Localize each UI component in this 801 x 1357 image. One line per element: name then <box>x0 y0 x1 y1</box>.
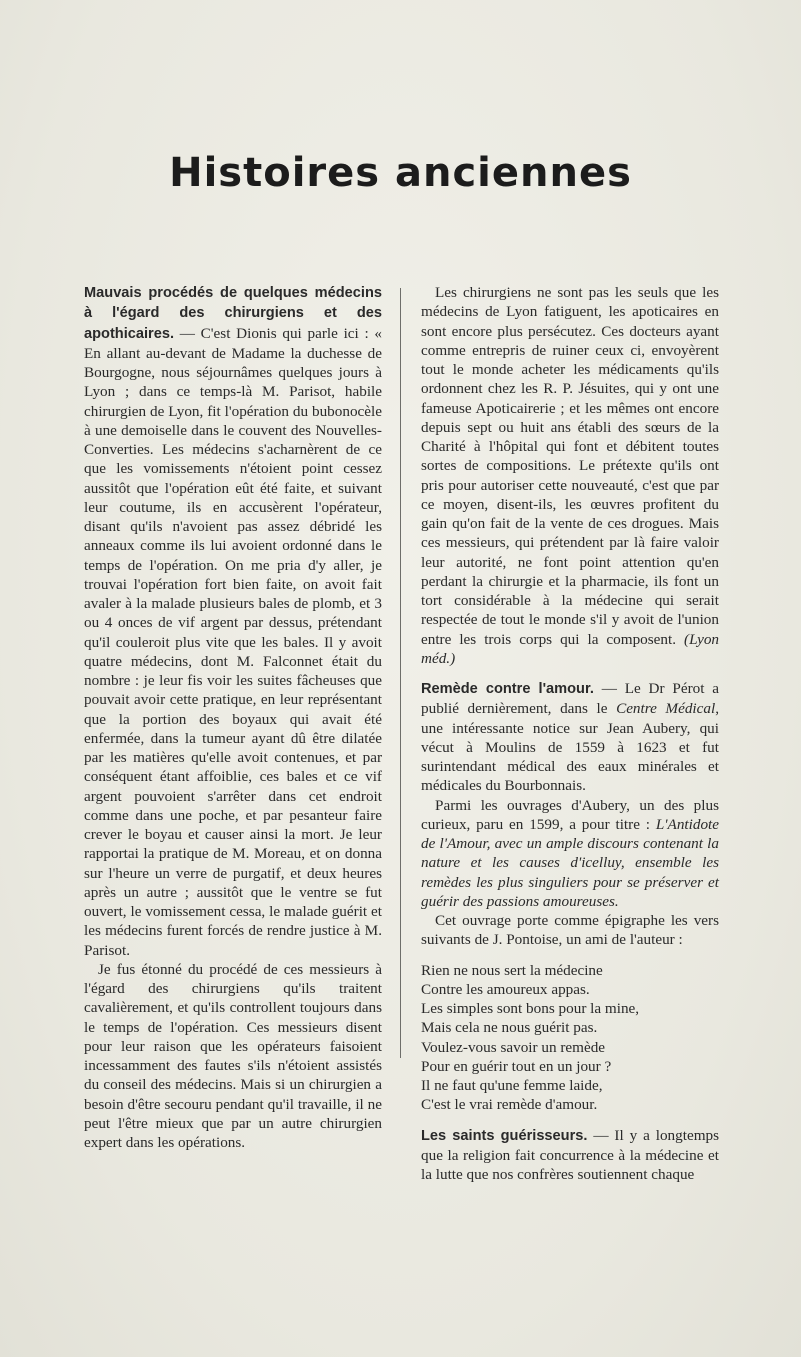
article-text: , une intéressante notice sur Jean Aubery, qui vécut à Moulins de 1559 à 1623 et fut surintendant médical des eaux minérales et médicales du Bourbonnais. <box>421 700 719 795</box>
article-text: — Le Dr Pérot a publié dernièrement, dans le <box>421 680 719 718</box>
article-saints-guerisseurs <box>421 1126 719 1185</box>
left-column <box>84 283 382 1152</box>
poem-line: C'est le vrai remède d'amour. <box>421 1096 598 1114</box>
article-paragraph: Cet ouvrage porte comme épigraphe les vers suivants de J. Pontoise, un ami de l'auteur : <box>421 912 719 949</box>
article-continuation <box>421 283 719 668</box>
article-mauvais-procedes <box>84 283 382 960</box>
poem-line: Rien ne nous sert la médecine <box>421 961 603 979</box>
page-title: Histoires anciennes <box>169 150 632 196</box>
article-source: (Lyon méd.) <box>421 630 720 667</box>
article-remede-amour <box>421 679 719 796</box>
book-title: L'Antidote de l'Amour, avec un ample discours contenant la nature et les causes d'icelluy, ensemble les remèdes les plus singuliers pour se préserver et guérir des passions amoureuses. <box>421 815 719 910</box>
article-heading-remede-amour: Remède contre l'amour. <box>421 681 594 697</box>
epigraph-poem <box>421 961 719 1115</box>
article-paragraph: Je fus étonné du procédé de ces messieurs à l'égard des chirurgiens qu'ils traitent cavalièrement, et qu'ils controllent toujours dans le temps de l'opération. Ces messieurs disent pour leur raison que les opérateurs faisoient incessamment des fautes s'ils n'étoient assistés du conseil des médecins. Mais si un chirurgien a besoin d'être secouru pendant qu'il travaille, il ne peut l'être mieux que par un autre chirurgien expert dans les opérations. <box>84 960 382 1151</box>
article-heading-saints-guerisseurs: Les saints guérisseurs. <box>421 1127 588 1144</box>
journal-title: Centre Médical <box>616 700 716 718</box>
poem-line: Mais cela ne nous guérit pas. <box>421 1019 598 1037</box>
poem-line: Pour en guérir tout en un jour ? <box>421 1057 612 1075</box>
right-column <box>421 283 719 1184</box>
poem-line: Les simples sont bons pour la mine, <box>421 1000 640 1017</box>
article-text: Les chirurgiens ne sont pas les seuls que les médecins de Lyon fatiguent, les apoticaires en sont encore plus persécutez. Ces docteurs ayant comme entrepris de ruiner ceux ci, envoyèrent tout le monde acheter les médicaments qu'ils ordonnent chez les R. P. Jésuites, qui y ont une fameuse Apoticairerie ; et les mêmes ont encore depuis sept ou huit ans établi des sœurs de la Charité à l'hôpital qui font et débitent toutes sortes de compositions. Le prétexte qu'ils ont pris pour autoriser cette nouveauté, c'est que par ce moyen, disent-ils, les œuvres profitent du gain qu'on fait de la vente de ces drogues. Mais ces messieurs, qui prétendent par là faire valoir leur autorité, ne font point attention qu'en perdant la chirurgie et la pharmacie, ils font un tort considérable à la médecine qui serait respectée de tout le monde s'il y avoit de l'union entre les trois corps qui la composent. <box>421 284 719 648</box>
poem-line: Contre les amoureux appas. <box>421 980 590 998</box>
article-paragraph <box>421 796 719 912</box>
article-text: — Il y a longtemps que la religion fait concurrence à la médecine et la lutte que nos confrères soutiennent chaque <box>421 1126 720 1183</box>
column-divider <box>400 288 401 1058</box>
article-text: — C'est Dionis qui parle ici : « En allant au-devant de Madame la duchesse de Bourgogne, nous séjournâmes quelques jours à Lyon ; dans ce temps-là M. Parisot, habile chirurgien de Lyon, fit l'opération du bubonocèle à une demoiselle dans le couvent des Nouvelles-Converties. Les médecins s'acharnèrent de ce que les vomissements n'étoient point cessez aussitôt que l'opération eût été faite, et suivant leur coutume, ils en accusèrent l'opérateur, disant qu'ils n'avoient pas assez débridé les anneaux comme ils lui avoient ordonné dans le temps de l'opération. On me pria d'y aller, je trouvai l'opération fort bien faite, on avoit fait avaler à la malade plusieurs bales de plomb, et 3 ou 4 onces de vif argent par dessus, prétendant qu'il couleroit plus vite que les bales. Il y avoit quatre médecins, dont M. Falconnet était du nombre : je leur fis voir les suites fâcheuses que pouvait avoir cette pratique, en leur représentant que la portion des boyaux qui avait été enfermée, dans la tumeur ayant dû être dilatée par les matières qu'elle avoit contenues, et par conséquent étant affoiblie, ces bales et ce vif argent pouvoient s'arrêter dans cet endroit comme dans une poche, et par pesanteur faire crever le boyau et causer ainsi la mort. Je leur rapportai la pratique de M. Moreau, et on donna sur l'heure un verre de purgatif, et deux heures après un autre ; aussitôt que le ventre se fut ouvert, le vomissement cessa, le malade guérit et les médecins furent forcés de rendre justice à M. Parisot. <box>84 324 383 959</box>
poem-line: Il ne faut qu'une femme laide, <box>421 1077 603 1094</box>
article-heading-mauvais-procedes: Mauvais procédés de quelques médecins à l'égard des chirurgiens et des apothicaires. <box>84 285 382 342</box>
poem-line: Voulez-vous savoir un remède <box>421 1038 606 1056</box>
article-text: Parmi les ouvrages d'Aubery, un des plus curieux, paru en 1599, a pour titre : <box>421 796 719 833</box>
